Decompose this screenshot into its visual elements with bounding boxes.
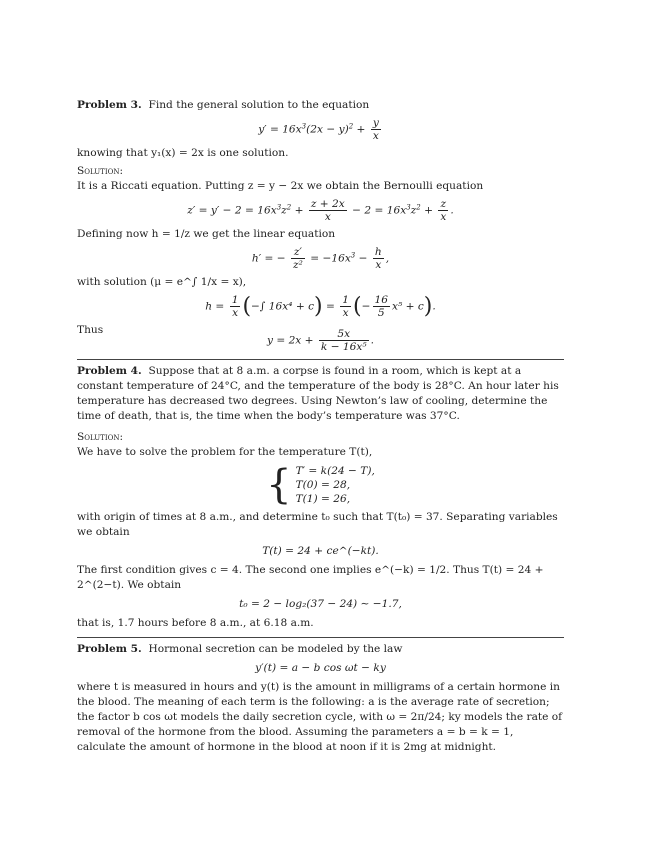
final-solution: y = 2x + $\frac{5x}{\text{k − 16x⁵}}$ . — [266, 328, 375, 353]
eq-main-frac-num: y — [372, 117, 379, 129]
problem4-conclusion: that is, 1.7 hours before 8 a.m., at 6.18 a.m. — [77, 617, 314, 629]
eq-main-frac-den: x — [372, 130, 379, 142]
sol-x-a: x — [232, 307, 239, 319]
solution-h-equation: h = $\frac{1}{x}$ (−∫ 16x⁴ + c) = $\frac{1}{x}$ (− $\frac{16}{5}$ x⁵ + c). — [205, 294, 436, 319]
divider-2 — [77, 637, 564, 638]
lin-frac1-num: z′ — [291, 246, 305, 259]
sol-frac-a — [230, 294, 241, 319]
system-line-1: T′ = k(24 − T), — [295, 465, 375, 477]
sol-frac-16-5 — [373, 294, 390, 319]
bern-fraction-1 — [309, 198, 347, 223]
t0-equation: t₀ = 2 − log₂(37 − 24) ∼ −1.7, — [239, 598, 402, 610]
eq-main-lhs: y′ = 16x — [258, 123, 302, 136]
sol-inner-1: −∫ 16x⁴ + c — [251, 300, 315, 313]
problem5-heading: Problem 5. — [77, 643, 142, 655]
problem4-origin: with origin of times at 8 a.m., and determine t₀ such that T(t₀) = 37. Separating variables we obtain — [77, 511, 558, 538]
problem3-riccati: It is a Riccati equation. Putting z = y − 2x we obtain the Bernoulli equation — [77, 180, 484, 192]
problem3-statement — [77, 98, 564, 113]
problem3-text: Find the general solution to the equation — [148, 99, 370, 111]
sol-one-a: 1 — [231, 294, 239, 306]
bern-frac1-den: x — [324, 211, 331, 223]
lin-fraction-2 — [373, 246, 384, 271]
sol-inner2-post: x⁵ + c — [392, 300, 424, 313]
system-line-2: T(0) = 28, — [295, 479, 351, 491]
problem5-statement — [77, 642, 564, 657]
eq-main-fraction — [371, 117, 381, 142]
bern-frac2-num: z — [438, 198, 448, 211]
problem3-solution-label: Solution: — [77, 165, 124, 177]
bern-fraction-2 — [438, 198, 448, 223]
bern-frac2-den: x — [440, 211, 447, 223]
problem4-heading: Problem 4. — [77, 365, 142, 377]
eq-main-plus: + — [356, 123, 366, 136]
problem3-defining: Defining now h = 1/z we get the linear equation — [77, 228, 336, 240]
lin-frac2-num: h — [374, 246, 382, 258]
linear-equation: h′ = − $\frac{z'}{\text{z²}}$ = $-16x^3$ − $\frac{h}{x}$ , — [251, 246, 390, 271]
problem3-heading: Problem 3. — [77, 99, 142, 111]
problem3-knowing: knowing that y₁(x) = 2x is one solution. — [77, 147, 289, 159]
system-line-3: T(1) = 26, — [295, 493, 351, 505]
sol-frac-b: $\frac{1}{x}$ — [342, 294, 350, 319]
ode-system — [77, 464, 564, 506]
divider-1 — [77, 359, 564, 360]
final-den: k − 16x⁵ — [320, 341, 367, 353]
problem5-body: where t is measured in hours and y(t) is the amount in milligrams of a certain hormone in the blood. The meaning of each term is the following: a is the average rate of secretion; the factor b cos ωt models the daily secretion cycle, with ω = 2π/24; ky models the rate of removal of the hormone from the blood. Assuming the parameters a = b = k = 1, calculate the amount of hormone in the blood at noon if it is 2mg at midnight. — [77, 681, 563, 753]
lin-lhs: h′ = − — [251, 252, 286, 265]
problem4-statement — [77, 364, 564, 424]
sol-16: 16 — [374, 294, 388, 306]
sol-5: 5 — [377, 307, 385, 319]
lin-frac1-den: z² — [293, 259, 303, 271]
sol-h: h = — [205, 300, 225, 313]
lin-mid: = −16x — [310, 252, 351, 265]
temperature-equation: T(t) = 24 + ce^(−kt). — [262, 545, 379, 557]
eq-main-mid: (2x − y) — [306, 123, 349, 136]
problem3-with-solution: with solution (μ = e^∫ 1/x = x), — [77, 276, 247, 288]
bern-frac1-num: z + 2x — [310, 198, 345, 210]
final-lhs: y = 2x + — [266, 334, 314, 347]
problem5-text: Hormonal secretion can be modeled by the law — [148, 643, 403, 655]
problem4-intro: We have to solve the problem for the temperature T(t), — [77, 446, 373, 458]
bern-lhs: z′ = y′ − 2 = 16x — [187, 204, 277, 217]
document-page — [77, 98, 564, 755]
lin-fraction-1 — [291, 246, 305, 271]
problem3-equation: $y' = 16x^3(2x - y)^2$ + $\frac{y}{x}$ — [258, 117, 379, 142]
lin-frac2-den: x — [375, 259, 382, 271]
problem4-solution-label: Solution: — [77, 431, 124, 443]
hormone-law: y′(t) = a − b cos ωt − ky — [255, 662, 386, 674]
sol-eq: = — [326, 300, 335, 313]
final-num: 5x — [319, 328, 369, 341]
problem4-text: Suppose that at 8 a.m. a corpse is found in a room, which is kept at a constant temperature of 24°C, and the temperature of the body is 28°C. An hour later his temperature has decreased two degrees. Using Newton’s law of cooling, determine the time of death, that is, the time when the body’s temperature was 37°C. — [77, 365, 559, 422]
sol-inner2-pre: − — [361, 300, 371, 313]
problem4-first-condition: The first condition gives c = 4. The second one implies e^(−k) = 1/2. Thus T(t) = 24 + 2^(2−t). We obtain — [77, 564, 544, 591]
brace-icon: { — [266, 462, 292, 508]
problem3-thus: Thus — [77, 324, 104, 336]
bern-mid: − 2 = 16x — [352, 204, 407, 217]
final-fraction — [319, 328, 369, 353]
bernoulli-equation: $z' = y' - 2 = 16x^3z^2$ + $\frac{z + 2x}{x}$ − $2 = 16x^3z^2$ + $\frac{z}{x}$ . — [187, 198, 454, 223]
